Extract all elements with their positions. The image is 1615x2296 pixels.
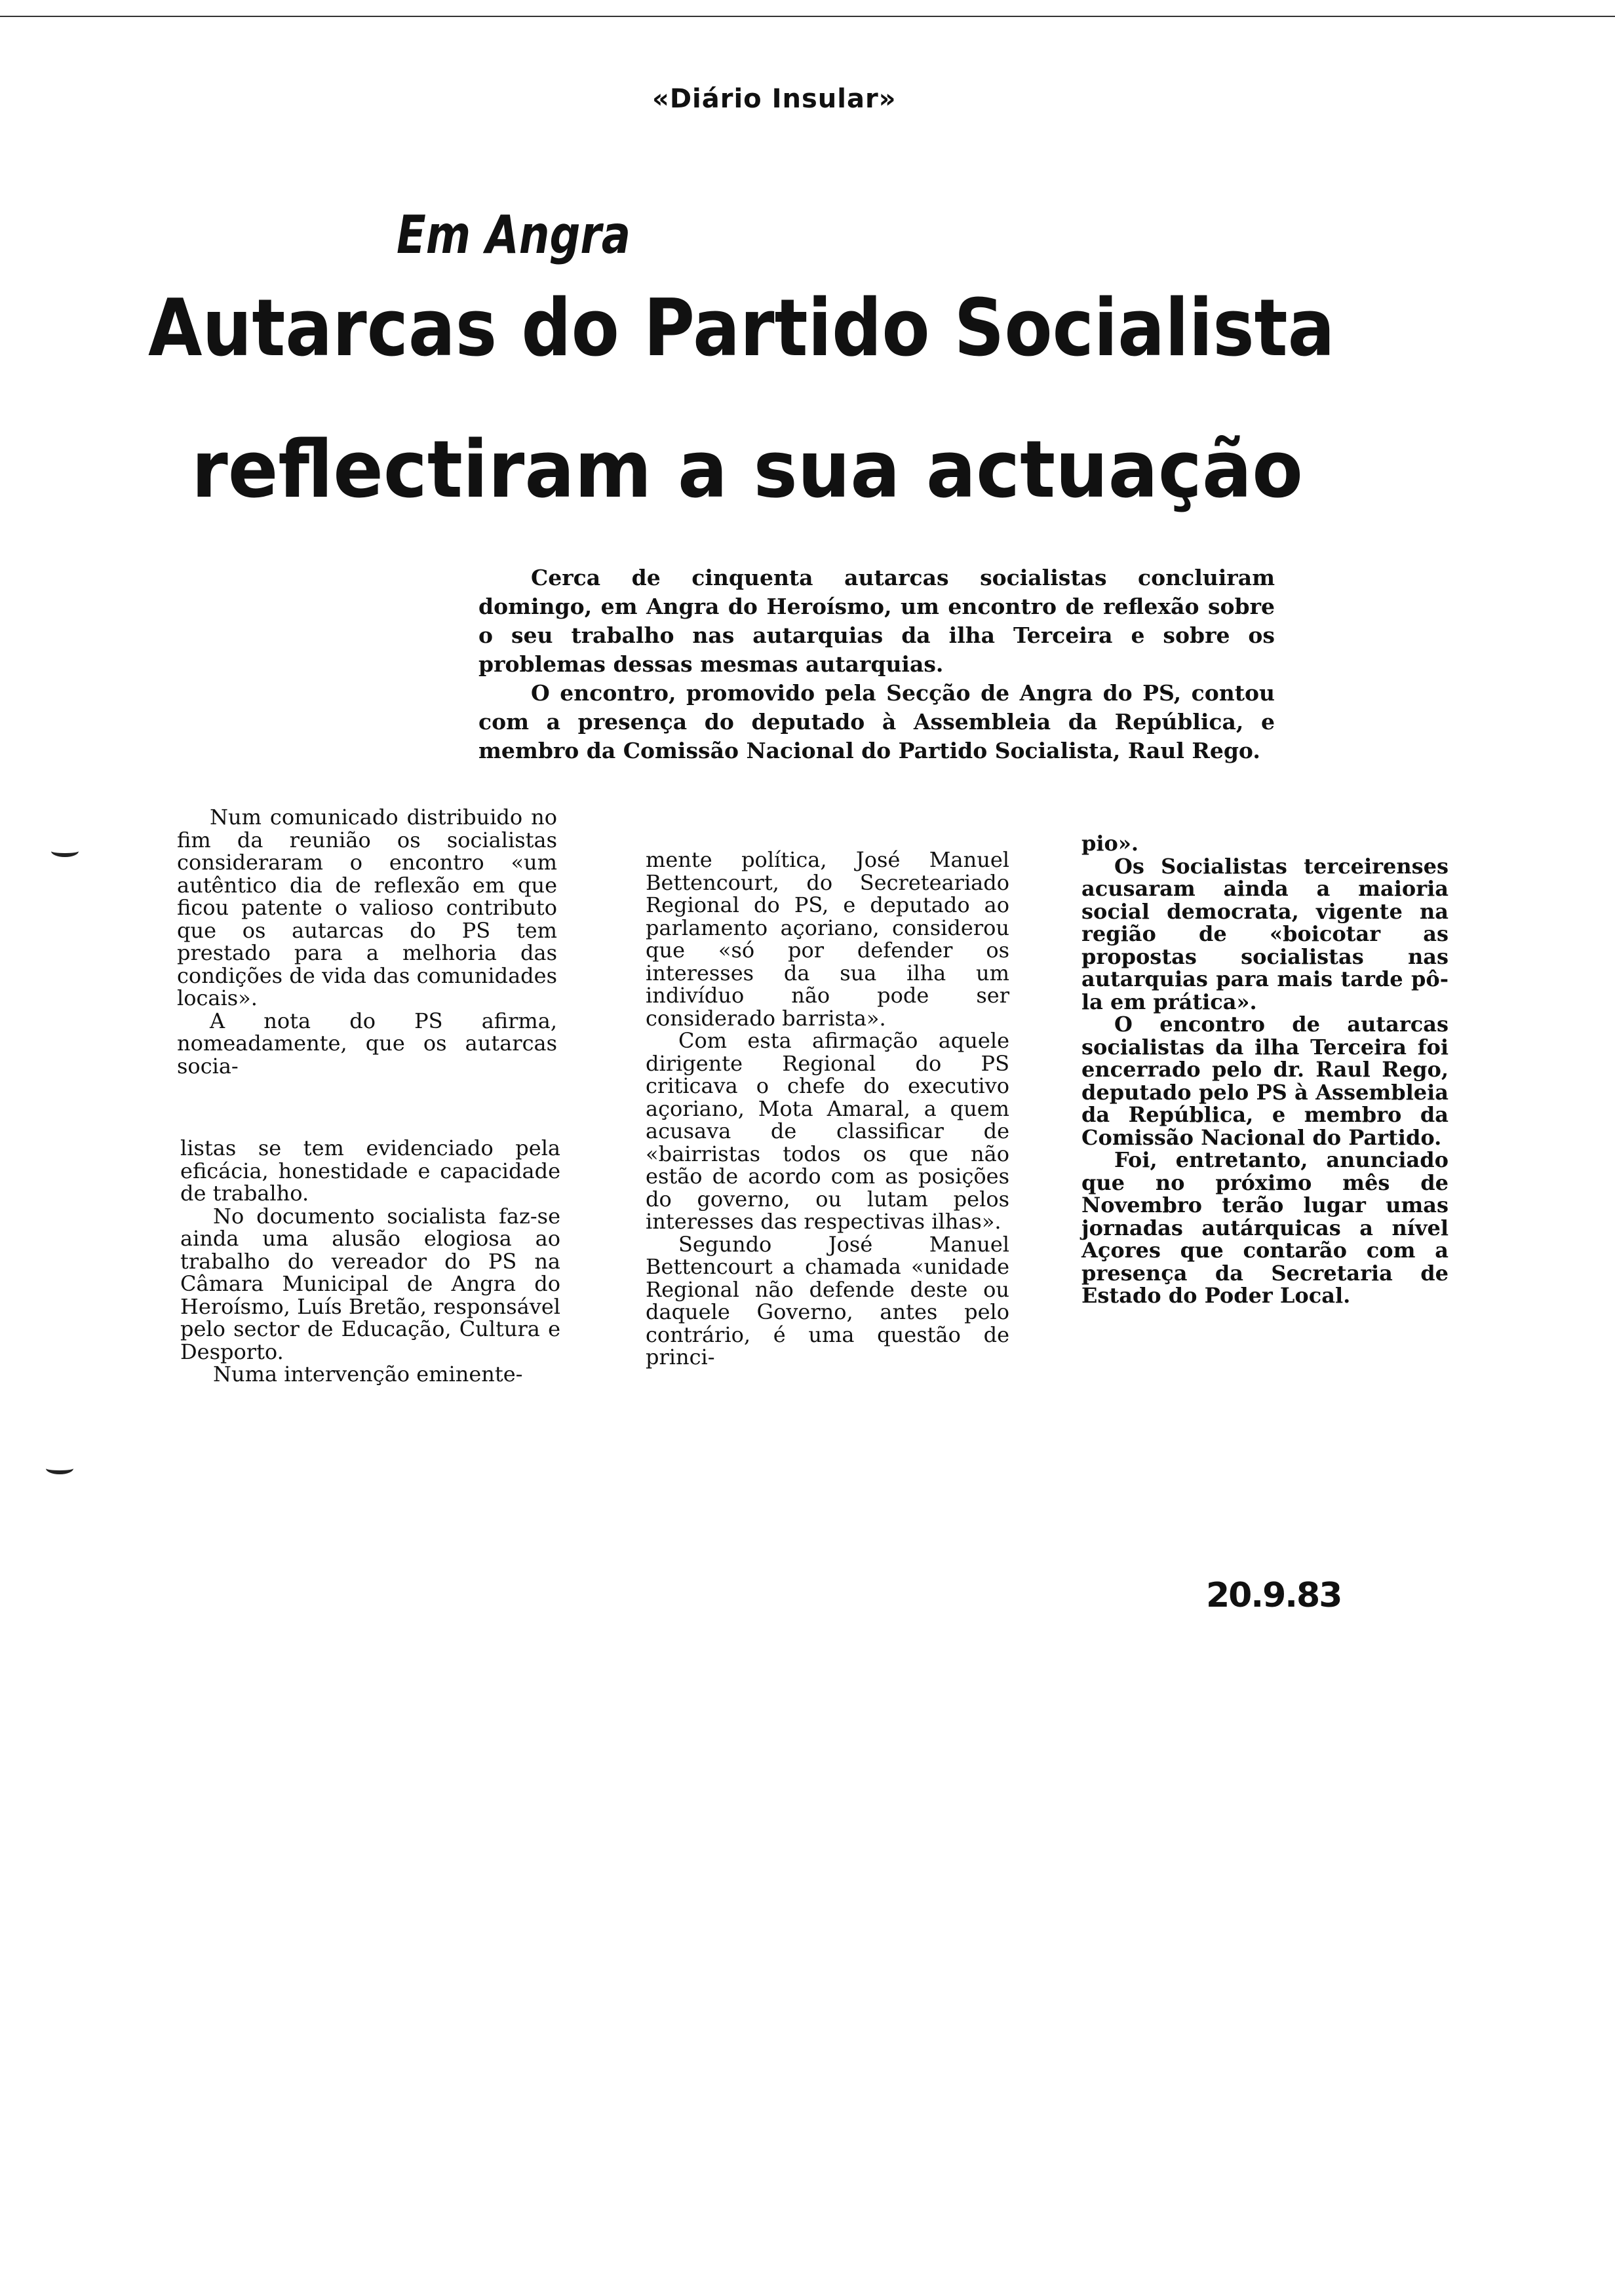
kicker: Em Angra xyxy=(397,204,631,265)
body-paragraph: listas se tem evidenciado pela eficácia, honestidade e capacidade de trabalho. xyxy=(180,1136,560,1206)
body-paragraph: Segundo José Manuel Bettencourt a chamada «unidade Regional não defende deste ou daquele Governo, antes pelo contrário, é uma questão de princi- xyxy=(646,1231,1009,1369)
masthead: «Diário Insular» xyxy=(652,84,897,114)
body-paragraph: mente política, José Manuel Bettencourt, do Secreteariado Regional do PS, e deputado ao parlamento açoriano, considerou que «só por defender os interesses da sua ilha um indivíduo não pode ser considerado barrista». xyxy=(646,847,1009,1031)
body-paragraph: No documento socialista faz-se ainda uma alusão elogiosa ao trabalho do vereador do PS na Câmara Municipal de Angra do Heroísmo, Luís Bretão, responsável pelo sector de Educação, Cultura e Desporto. xyxy=(180,1203,560,1364)
body-paragraph: Com esta afirmação aquele dirigente Regional do PS criticava o chefe do executivo açoriano, Mota Amaral, a quem acusava de classificar de «bairristas todos os que não estão de acordo com as posições do governo, ou lutam pelos interesses das respectivas ilhas». xyxy=(646,1028,1009,1234)
margin-mark xyxy=(51,845,79,857)
body-paragraph: O encontro de autarcas socialistas da ilha Terceira foi encerrado pelo dr. Raul Rego, deputado pelo PS à Assembleia da República, e membro da Comissão Nacional do Partido. xyxy=(1081,1012,1449,1150)
column-3 xyxy=(1081,832,1449,1307)
headline-line-2: reflectiram a sua actuação xyxy=(191,425,1303,516)
body-paragraph: Foi, entretanto, anunciado que no próximo mês de Novembro terão lugar umas jornadas autárquicas a nível Açores que contarão com a presença da Secretaria de Estado do Poder Local. xyxy=(1081,1147,1449,1308)
lede-paragraph: O encontro, promovido pela Secção de Angra do PS, contou com a presença do deputado à Assembleia da República, e membro da Comissão Nacional do Partido Socialista, Raul Rego. xyxy=(478,680,1275,763)
column-1-top xyxy=(177,806,557,1077)
lede xyxy=(478,564,1275,765)
body-paragraph: Num comunicado distribuido no fim da reunião os socialistas consideraram o encontro «um autêntico dia de reflexão em que ficou patente o valioso contributo que os autarcas do PS tem prestado para a melhoria das condições de vida das comunidades locais». xyxy=(177,805,557,1010)
lede-paragraph: Cerca de cinquenta autarcas socialistas concluiram domingo, em Angra do Heroísmo, um encontro de reflexão sobre o seu trabalho nas autarquias da ilha Terceira e sobre os problemas dessas mesmas autarquias. xyxy=(478,565,1275,677)
body-paragraph: pio». xyxy=(1081,831,1139,856)
body-paragraph: Numa intervenção eminente- xyxy=(213,1362,523,1387)
margin-mark xyxy=(46,1463,73,1474)
column-2 xyxy=(646,849,1009,1369)
headline-line-1: Autarcas do Partido Socialista xyxy=(148,283,1335,374)
top-rule xyxy=(0,16,1615,17)
clipping-date: 20.9.83 xyxy=(1206,1576,1342,1615)
body-paragraph: A nota do PS afirma, nomeadamente, que os autarcas socia- xyxy=(177,1008,557,1079)
body-paragraph: Os Socialistas terceirenses acusaram ainda a maioria social democrata, vigente na região de «boicotar as propostas socialistas nas autarquias para mais tarde pô-la em prática». xyxy=(1081,853,1449,1014)
column-1-bottom xyxy=(180,1137,560,1386)
